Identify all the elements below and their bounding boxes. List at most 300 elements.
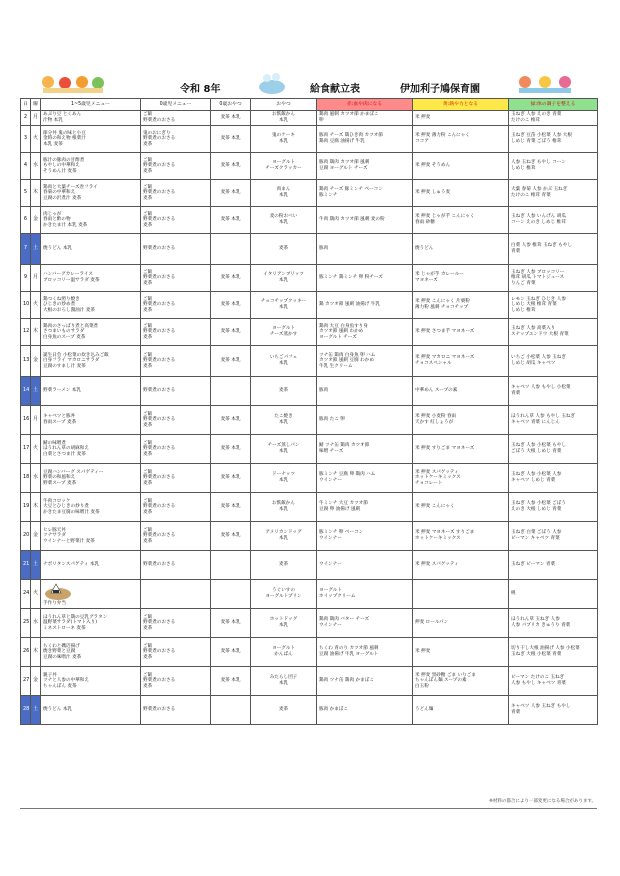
snack0-cell-text: 麦茶 本乳 (220, 136, 241, 142)
yellow-group-cell (413, 346, 509, 377)
red-group-cell (317, 207, 413, 234)
menu-table (20, 98, 598, 725)
weekday-cell-text: 水 (33, 619, 39, 626)
yellow-group-cell (413, 292, 509, 319)
yellow-group-cell-text: 米 押麦 小麦粉 春雨 天かす 紅しょうが (415, 414, 457, 425)
snack-cell (251, 346, 317, 377)
menu0-cell (141, 111, 211, 126)
green-group-cell (509, 346, 598, 377)
weekday-cell-text: 金 (33, 677, 39, 684)
weekday-cell (31, 551, 41, 580)
menu0-cell-text: 鬼のおにぎり 野菜煮のおさる 麦茶 (143, 130, 176, 147)
yellow-group-cell-text: 中華めん スープの素 (415, 388, 458, 394)
snack-cell-text: ホットドッグ 本乳 (269, 617, 298, 628)
snack0-cell-text: 麦茶 本乳 (220, 649, 241, 655)
yellow-group-cell-text: 米 押麦 そうめん (415, 163, 451, 169)
menu0-cell (141, 609, 211, 638)
yellow-group-cell (413, 265, 509, 292)
weekday-cell-text: 金 (33, 216, 39, 223)
snack-cell (251, 319, 317, 346)
menu-cell (41, 346, 141, 377)
green-group-cell (509, 493, 598, 522)
weekday-cell-text: 木 (33, 328, 39, 335)
menu-cell (41, 580, 141, 609)
snack0-cell-text: 麦茶 本乳 (220, 217, 241, 223)
menu0-cell-text: ご飯 野菜煮のおさる 麦茶 (143, 352, 176, 369)
menu-cell-text: 野菜ラーメン 本乳 (43, 388, 81, 394)
yellow-group-cell-text: 米 押麦 マカロニ マヨネーズ チョコスペシャル (415, 355, 475, 366)
menu-cell-text: ちくわと磯辺揚げ 焼き野菜と豆腐 豆腐の味噌汁 麦茶 (43, 643, 82, 660)
yellow-group-cell (413, 111, 509, 126)
snack-cell-text: うぐいすの ヨーグルトプリン (265, 588, 302, 599)
green-group-cell (509, 377, 598, 406)
menu-cell-text: 鶏つくね照り焼き ひじきの炒め煮 大根のおろし醤油汁 麦茶 (43, 296, 95, 313)
menu0-cell-text: 野菜煮のおさる (143, 246, 176, 252)
school-name: 伊加利子鳩保育園 (400, 84, 480, 95)
snack0-cell (211, 493, 251, 522)
weekday-cell (31, 292, 41, 319)
menu0-cell (141, 319, 211, 346)
snack-cell (251, 180, 317, 207)
day-cell-text: 12 (23, 328, 30, 335)
red-group-cell (317, 111, 413, 126)
red-group-cell-text: 鶏肉 鶏肉 バター チーズ ウインナー (319, 617, 370, 628)
menu-cell-text: 牛肉コロッケ 大豆とひじきの炒り煮 かきたま豆腐の味噌汁 麦茶 (43, 498, 100, 515)
day-cell-text: 26 (23, 648, 30, 655)
weekday-cell (31, 180, 41, 207)
weekday-cell (31, 265, 41, 292)
green-group-cell-text: いちご 小松菜 人参 玉ねぎ しめじ 胡瓜 キャベツ (511, 355, 566, 366)
green-group-cell-text: 人参 玉ねぎ もやし コーン しめじ 椎茸 (511, 160, 566, 171)
green-group-cell-text: 玉ねぎ 人参 小松菜 ごぼう えのき 大根 しめじ 青菜 (511, 501, 566, 512)
menu0-cell-text: ご飯 野菜煮のおさる 麦茶 (143, 184, 176, 201)
menu0-cell-text: ご飯 野菜煮のおさる 麦茶 (143, 440, 176, 457)
green-group-cell-text: 玉ねぎ 白菜 ごぼう 人参 ピーマン キャベツ 青菜 (511, 530, 562, 541)
weekday-cell-text: 月 (33, 416, 39, 423)
weekday-cell-text: 木 (33, 189, 39, 196)
menu-cell (41, 377, 141, 406)
weekday-cell (31, 234, 41, 265)
menu-cell (41, 111, 141, 126)
menu-row (21, 406, 598, 435)
green-group-cell-text: 玉ねぎ 豆苗 小松菜 人参 大根 しめじ 青菜 ごぼう 椎茸 (511, 133, 572, 144)
weekday-cell-text: 月 (33, 114, 39, 121)
menu0-cell (141, 696, 211, 725)
menu0-cell (141, 153, 211, 180)
green-group-cell-text: 切り干し大根 油揚げ 人参 小松菜 玉ねぎ 大根 小松菜 青菜 (511, 646, 580, 657)
menu-row (21, 696, 598, 725)
menu-row (21, 493, 598, 522)
green-group-cell (509, 638, 598, 667)
red-group-cell (317, 319, 413, 346)
menu0-cell-text: ご飯 野菜煮のおさる 麦茶 (143, 211, 176, 228)
menu-cell (41, 234, 141, 265)
yellow-group-cell (413, 522, 509, 551)
weekday-cell (31, 406, 41, 435)
menu-row (21, 207, 598, 234)
snack-cell-text: ヨーグルト チーズクラッカー (265, 160, 302, 171)
red-group-cell (317, 522, 413, 551)
menu-cell-text: 鯖の味噌煮 ほうれん草の胡麻和え 白菜とさつま汁 麦茶 (43, 440, 89, 457)
menu-row (21, 292, 598, 319)
green-group-cell (509, 111, 598, 126)
menu0-cell (141, 551, 211, 580)
red-group-cell-text: 牛ミンチ 大豆 カツオ節 豆腐 卵 油揚げ 風刺 (319, 501, 368, 512)
snack0-cell-text: 麦茶 本乳 (220, 475, 241, 481)
red-group-cell-text: 鯖 ツナ缶 鶏肉 カツオ節 味噌 チーズ (319, 443, 370, 454)
menu0-cell-text: ご飯 野菜煮のおさる (143, 112, 176, 123)
cooking-pot-icon (255, 72, 289, 96)
snack0-cell (211, 234, 251, 265)
yellow-group-cell (413, 696, 509, 725)
snack-cell-text: お麩飯かん 本乳 (272, 112, 295, 123)
menu-row (21, 609, 598, 638)
day-cell-text: 21 (23, 561, 30, 568)
weekday-cell-text: 火 (33, 590, 39, 597)
green-group-cell-text: レモン 玉ねぎ ひじき 人参 しめじ 大根 椎茸 青菜 しめじ 椎茸 (511, 296, 566, 313)
red-group-cell (317, 234, 413, 265)
menu-row (21, 464, 598, 493)
weekday-cell-text: 土 (33, 561, 39, 568)
yellow-group-cell-text: 押麦 ロールパン (415, 620, 449, 626)
snack0-cell-text: 麦茶 本乳 (220, 115, 241, 121)
menu0-cell-text: ご飯 野菜煮のおさる 麦茶 (143, 269, 176, 286)
col-snack0: 0歳おやつ (211, 99, 251, 111)
snack-cell-text: アメリカンドッグ 本乳 (265, 530, 302, 541)
weekday-cell (31, 207, 41, 234)
day-cell (21, 234, 31, 265)
yellow-group-cell-text: 米 押麦 黒砂糖 ごま いりごま ちゃんぽん麺 スープの素 白玉粉 (415, 672, 476, 689)
snack0-cell (211, 377, 251, 406)
red-group-cell (317, 493, 413, 522)
red-group-cell-text: ヨーグルト ホイップクリーム (319, 588, 356, 599)
snack0-cell (211, 696, 251, 725)
green-group-cell (509, 609, 598, 638)
day-cell-text: 20 (23, 532, 30, 539)
menu-cell-text: キャベツと豚丼 春雨スープ 麦茶 (43, 414, 77, 425)
snack-cell (251, 234, 317, 265)
menu0-cell (141, 346, 211, 377)
day-cell (21, 638, 31, 667)
weekday-cell (31, 493, 41, 522)
red-group-cell-text: 豚肉 チーズ 鶏ひき肉 カツオ節 鶏肉 豆腐 油揚げ 牛乳 (319, 133, 383, 144)
snack-cell-text: いちごパフェ 本乳 (269, 355, 298, 366)
snack-cell-text: チョコチップクッキー 本乳 (260, 299, 307, 310)
red-group-cell (317, 153, 413, 180)
menu-cell-text: 肉じゃが 春雨と酢の物 かきたま汁 本乳 麦茶 (43, 211, 88, 228)
green-group-cell-text: キャベツ 人参 もやし 小松菜 青菜 (511, 385, 571, 396)
snack0-cell (211, 667, 251, 696)
snack-cell-text: 麦茶 (278, 562, 289, 568)
menu0-cell-text: ご飯 野菜煮のおさる 麦茶 (143, 323, 176, 340)
red-group-cell (317, 667, 413, 696)
green-group-cell (509, 207, 598, 234)
green-group-cell-text: ピーマン たけのこ 玉ねぎ 人参 もやし キャベツ 青菜 (511, 675, 566, 686)
snack-cell-text: 肉まん 本乳 (276, 187, 291, 198)
col-day: 日 (21, 99, 31, 111)
weekday-cell-text: 火 (33, 301, 39, 308)
yellow-group-cell-text: 米 押麦 スパゲッティ (415, 562, 459, 568)
menu-row (21, 435, 598, 464)
snack-cell-text: 鬼のケーキ 本乳 (272, 133, 295, 144)
menu-cell (41, 319, 141, 346)
snack-cell-text: お麩飯かん 本乳 (272, 501, 295, 512)
menu0-cell-text: ご飯 野菜煮のおさる 麦茶 (143, 469, 176, 486)
snack-cell (251, 580, 317, 609)
red-group-cell-text: 豚ミンチ 卵 ベーコン ウインナー (319, 530, 364, 541)
yellow-group-cell-text: 米 押麦 薄力粉 こんにゃく ココア (415, 133, 470, 144)
snack0-cell (211, 435, 251, 464)
red-group-cell (317, 406, 413, 435)
day-cell (21, 126, 31, 153)
menu-cell (41, 265, 141, 292)
menu-row (21, 234, 598, 265)
menu0-cell-text: ご飯 野菜煮のおさる 麦茶 (143, 296, 176, 313)
red-group-cell-text: ウインナー (319, 562, 342, 568)
green-group-cell (509, 180, 598, 207)
weekday-cell (31, 346, 41, 377)
menu0-cell-text: 野菜煮のおさる (143, 562, 176, 568)
children-icon (515, 72, 575, 96)
table-header-row (21, 99, 598, 111)
yellow-group-cell (413, 493, 509, 522)
green-group-cell (509, 522, 598, 551)
green-group-cell (509, 406, 598, 435)
kids-playing-icon (38, 72, 108, 96)
snack-cell (251, 638, 317, 667)
red-group-cell-text: 豚肉 (319, 388, 329, 394)
menu-row (21, 638, 598, 667)
weekday-cell-text: 水 (33, 474, 39, 481)
snack0-cell-text: 麦茶 本乳 (220, 329, 241, 335)
day-cell (21, 153, 31, 180)
weekday-cell (31, 377, 41, 406)
snack0-cell (211, 319, 251, 346)
day-cell (21, 464, 31, 493)
menu0-cell (141, 522, 211, 551)
menu0-cell-text: ご飯 野菜煮のおさる 麦茶 (143, 498, 176, 515)
snack-cell-text: ヨーグルト かんぱん (272, 646, 295, 657)
green-group-cell-text: キャベツ 人参 玉ねぎ もやし 青菜 (511, 704, 571, 715)
snack0-cell-text: 麦茶 本乳 (220, 446, 241, 452)
day-cell (21, 292, 31, 319)
menu-header (20, 72, 597, 98)
day-cell-text: 24 (23, 590, 30, 597)
green-group-cell (509, 551, 598, 580)
snack0-cell (211, 464, 251, 493)
yellow-group-cell-text: 米 押麦 すりごま マヨネーズ (415, 446, 475, 452)
day-cell-text: 27 (23, 677, 30, 684)
snack0-cell (211, 406, 251, 435)
menu-row (21, 111, 598, 126)
menu0-cell (141, 464, 211, 493)
menu-cell (41, 522, 141, 551)
snack0-cell (211, 346, 251, 377)
menu-cell (41, 406, 141, 435)
snack-cell-text: 麦茶 (278, 388, 289, 394)
onigiri-bento-icon (43, 581, 73, 601)
day-cell (21, 609, 31, 638)
weekday-cell-text: 金 (33, 357, 39, 364)
bottom-rule (20, 808, 597, 809)
yellow-group-cell (413, 180, 509, 207)
day-cell (21, 207, 31, 234)
snack0-cell-text: 麦茶 本乳 (220, 275, 241, 281)
day-cell (21, 377, 31, 406)
menu0-cell (141, 667, 211, 696)
day-cell-text: 16 (23, 416, 30, 423)
menu-cell-text: 豚汁の豚肉の甘酢煮 もやしの中華和え そうめん汁 麦茶 (43, 157, 85, 174)
menu0-cell-text: ご飯 野菜煮のおさる 麦茶 (143, 643, 176, 660)
day-cell-text: 6 (23, 216, 28, 223)
red-group-cell-text: 豚肉 (319, 246, 329, 252)
menu-cell (41, 493, 141, 522)
red-group-cell (317, 464, 413, 493)
red-group-cell-text: 鶏肉 大豆 白身魚すり身 カツオ節 風刺 わかめ ヨーグルト チーズ (319, 323, 368, 340)
day-cell (21, 551, 31, 580)
menu-cell (41, 207, 141, 234)
menu-cell (41, 696, 141, 725)
menu-cell (41, 464, 141, 493)
menu0-cell (141, 265, 211, 292)
day-cell-text: 2 (23, 114, 28, 121)
menu0-cell (141, 292, 211, 319)
red-group-cell-text: 鶏肉 チーズ 豚ミンチ ベーコン 豚ミンチ (319, 187, 383, 198)
menu-row (21, 153, 598, 180)
snack0-cell-text: 麦茶 本乳 (220, 533, 241, 539)
snack-cell (251, 609, 317, 638)
menu-title: 給食献立表 (310, 84, 360, 95)
menu0-cell-text: ご飯 野菜煮のおさる 麦茶 (143, 527, 176, 544)
weekday-cell-text: 金 (33, 532, 39, 539)
menu0-cell-text: ご飯 野菜煮のおさる 麦茶 (143, 614, 176, 631)
day-cell-text: 18 (23, 474, 30, 481)
yellow-group-cell-text: 米 じゃが芋 カレールー マヨネーズ (415, 272, 464, 283)
snack-cell (251, 522, 317, 551)
menu-row (21, 667, 598, 696)
weekday-cell-text: 火 (33, 135, 39, 142)
weekday-cell (31, 111, 41, 126)
menu0-cell-text: ご飯 野菜煮のおさる 麦茶 (143, 411, 176, 428)
day-cell (21, 696, 31, 725)
red-group-cell (317, 180, 413, 207)
day-cell (21, 406, 31, 435)
menu0-cell (141, 377, 211, 406)
yellow-group-cell (413, 207, 509, 234)
yellow-group-cell-text: 米 押麦 さつま芋 マヨネーズ (415, 329, 475, 335)
menu-cell-text: ヒレ豚天丼 ツナサラダ ウインナーと野菜汁 麦茶 (43, 527, 95, 544)
green-group-cell-text: 玉ねぎ 人参 いんげん 胡瓜 コーン えのき しめじ 椎茸 (511, 214, 566, 225)
green-group-cell-text: ほうれん草 人参 もやし 玉ねぎ キャベツ 青菜 にんじん (511, 414, 576, 425)
snack-cell (251, 435, 317, 464)
yellow-group-cell-text: 米 押麦 (415, 115, 431, 121)
menu0-cell (141, 180, 211, 207)
red-group-cell-text: 豚肉 鶏肉 カツオ節 風刺 豆腐 ヨーグルト チーズ (319, 160, 370, 171)
yellow-group-cell-text: うどん麺 (415, 707, 434, 713)
snack0-cell (211, 111, 251, 126)
green-group-cell-text: 玉ねぎ ピーマン 青菜 (511, 562, 556, 568)
snack0-cell-text: 麦茶 本乳 (220, 163, 241, 169)
red-group-cell (317, 609, 413, 638)
snack-cell (251, 551, 317, 580)
red-group-cell-text: 鶏肉 ツナ缶 鶏肉 かまぼこ (319, 678, 374, 684)
col-menu0: 0歳児メニュー (141, 99, 211, 111)
green-group-cell (509, 319, 598, 346)
red-group-cell (317, 580, 413, 609)
menu-cell-text: 親子丼 ツナと人参の中華和え ちゃんぽん 麦茶 (43, 672, 89, 689)
weekday-cell (31, 464, 41, 493)
menu0-cell (141, 234, 211, 265)
red-group-cell-text: 牛肉 鶏肉 カツオ節 風刺 麦の粉 (319, 217, 385, 223)
snack0-cell (211, 580, 251, 609)
red-group-cell-text: 豚ミンチ 豆腐 卵 鶏肉 ハム ウインナー (319, 472, 376, 483)
red-group-cell (317, 126, 413, 153)
yellow-group-cell (413, 667, 509, 696)
yellow-group-cell-text: 米 押麦 じゃが芋 こんにゃく 春雨 砂糖 (415, 214, 475, 225)
green-group-cell-text: 玉ねぎ 人参 ブロッコリー 椎茸 胡瓜 トマトジュース りんご 青菜 (511, 269, 565, 286)
snack0-cell-text: 麦茶 本乳 (220, 302, 241, 308)
snack0-cell (211, 153, 251, 180)
red-group-cell (317, 346, 413, 377)
menu-row (21, 319, 598, 346)
yellow-group-cell (413, 319, 509, 346)
yellow-group-cell-text: 米 押麦 (415, 649, 431, 655)
green-group-cell (509, 580, 598, 609)
weekday-cell-text: 木 (33, 648, 39, 655)
menu-cell (41, 292, 141, 319)
day-cell-text: 25 (23, 619, 30, 626)
menu0-cell (141, 580, 211, 609)
snack-cell (251, 207, 317, 234)
snack0-cell (211, 551, 251, 580)
menu-cell (41, 638, 141, 667)
day-cell (21, 346, 31, 377)
yellow-group-cell (413, 435, 509, 464)
day-cell (21, 180, 31, 207)
snack0-cell (211, 522, 251, 551)
green-group-cell (509, 667, 598, 696)
snack-cell (251, 153, 317, 180)
day-cell (21, 493, 31, 522)
menu0-cell (141, 493, 211, 522)
yellow-group-cell-text: 米 押麦 マヨネーズ すりごま ホットケーキミックス (415, 530, 475, 541)
weekday-cell-text: 土 (33, 245, 39, 252)
menu0-cell (141, 207, 211, 234)
red-group-cell (317, 377, 413, 406)
red-group-cell-text: 豚肉 たこ 卵 (319, 417, 345, 423)
yellow-group-cell (413, 126, 509, 153)
menu-cell-text: 誕生日会 小松菜の炊き込みご飯 白身フライ マカロニサラダ 豆腐のすまし汁 麦茶 (43, 352, 109, 369)
yellow-group-cell-text: 米 押麦 スパゲッティ ホットケーキミックス チョコレート (415, 469, 461, 486)
snack0-cell (211, 609, 251, 638)
weekday-cell (31, 319, 41, 346)
weekday-cell (31, 580, 41, 609)
snack-cell-text: イタリアンブリッツ 本乳 (263, 272, 304, 283)
snack0-cell-text: 麦茶 本乳 (220, 417, 241, 423)
snack0-cell (211, 638, 251, 667)
snack0-cell (211, 180, 251, 207)
menu-cell-text: ほうれん草と鶏の豆乳グラタン 温野菜サラダ(トマト入り) ミネストローネ 麦茶 (43, 614, 108, 631)
snack-cell-text: たこ焼き 本乳 (274, 414, 293, 425)
menu-cell-text: 鶏肉と大葉チーズ巻フライ 春菊の中華和え 豆腐の沢煮汁 麦茶 (43, 184, 98, 201)
weekday-cell-text: 木 (33, 503, 39, 510)
green-group-cell-text: ほうれん草 玉ねぎ 人参 人参 パプリカ きゅうり 青菜 (511, 617, 571, 628)
weekday-cell (31, 609, 41, 638)
weekday-cell-text: 月 (33, 274, 39, 281)
snack0-cell (211, 292, 251, 319)
day-cell-text: 14 (23, 387, 30, 394)
green-group-cell-text: 玉ねぎ 人参 小松菜 もやし ごぼう 大根 しめじ 青菜 (511, 443, 566, 454)
